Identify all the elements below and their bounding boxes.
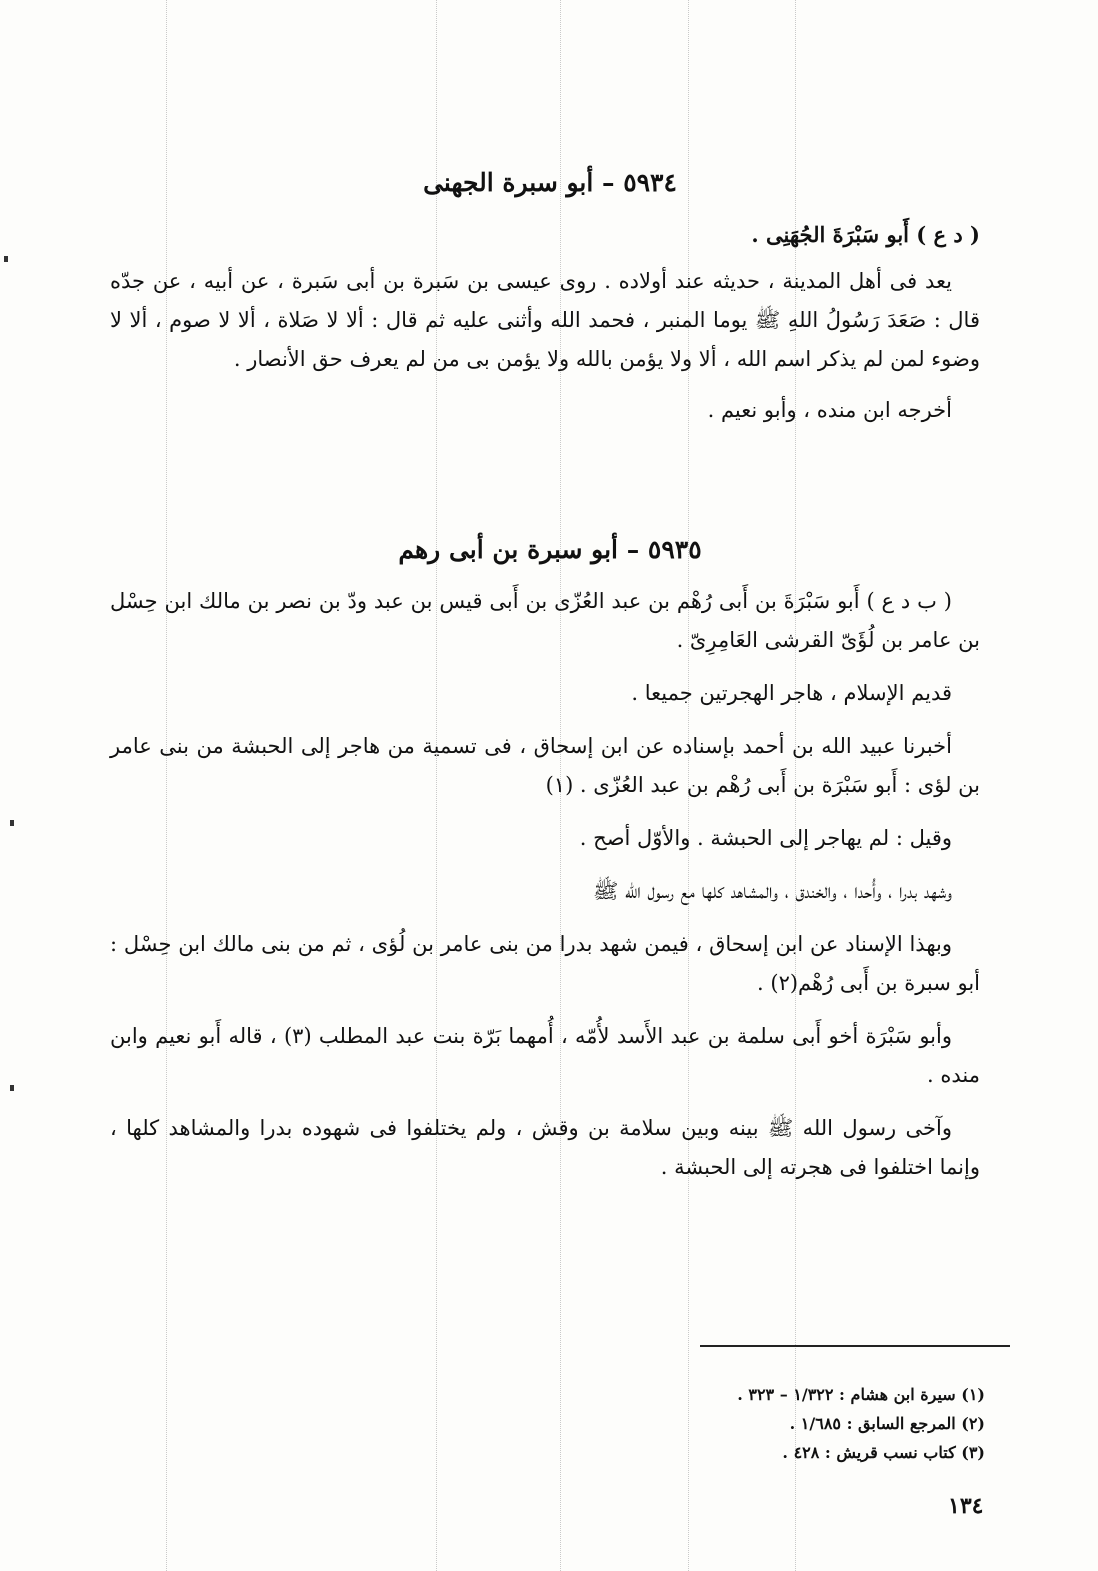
- paragraph: قديم الإسلام ، هاجر الهجرتين جميعا .: [631, 681, 952, 705]
- margin-mark: [10, 820, 14, 826]
- footnote-item: (٢) المرجع السابق : ١/٦٨٥ .: [789, 1414, 985, 1433]
- entry-title: ٥٩٣٤ – أبو سبرة الجهنى: [423, 168, 677, 197]
- page-number: ١٣٤: [948, 1493, 984, 1519]
- footnote-item: (٣) كتاب نسب قريش : ٤٢٨ .: [782, 1443, 985, 1462]
- entry-title: ٥٩٣٥ – أبو سبرة بن أبى رهم: [398, 535, 702, 564]
- entry-body: [110, 582, 980, 1187]
- footnote-separator: [700, 1345, 1010, 1347]
- margin-mark: [4, 256, 8, 262]
- entry-header-line: ( ب د ع ) أَبو سَبْرَةَ بن أَبى رُهْم بن عبد العُزّى بن أَبى قيس بن عبد ودّ بن نصر بن مالك ابن حِسْل بن عامر بن لُؤَىّ القرشى العَامِرِىّ .: [110, 589, 980, 652]
- paragraph: أخبرنا عبيد الله بن أحمد بإسناده عن ابن إسحاق ، فى تسمية من هاجر إلى الحبشة من بنى عامر بن لؤى : أَبو سَبْرَة بن أَبى رُهْم بن عبد العُزّى . (١): [110, 734, 980, 797]
- paragraph: وآخى رسول الله ﷺ بينه وبين سلامة بن وقش ، ولم يختلفوا فى شهوده بدرا والمشاهد كلها ، وإنما اختلفوا فى هجرته إلى الحبشة .: [110, 1116, 980, 1179]
- paragraph: يعد فى أهل المدينة ، حديثه عند أولاده . روى عيسى بن سَبرة بن أبى سَبرة ، عن أبيه ، عن جدّه قال : صَعَدَ رَسُولُ اللهِ ﷺ يوما المنبر ، فحمد الله وأثنى عليه ثم قال : ألا لا صَلاة ، ألا لا صوم ، ألا لا وضوء لمن لم يذكر اسم الله ، ألا ولا يؤمن بالله ولا يؤمن بى من لم يعرف حق الأنصار .: [110, 269, 980, 371]
- paragraph: وبهذا الإسناد عن ابن إسحاق ، فيمن شهد بدرا من بنى عامر بن لُؤى ، ثم من بنى مالك ابن حِسْل : أبو سبرة بن أَبى رُهْم(٢) .: [110, 932, 980, 995]
- paragraph: وأبو سَبْرَة أخو أَبى سلمة بن عبد الأَسد لأُمّه ، أُمهما بَرّة بنت عبد المطلب (٣) ، قاله أَبو نعيم وابن منده .: [110, 1024, 980, 1087]
- margin-mark: [10, 1085, 14, 1091]
- footnotes: [640, 1380, 985, 1467]
- entry-header-line: ( د ع ) أَبو سَبْرَةَ الجُهَنِى .: [751, 222, 980, 247]
- paragraph: وشهد بدرا ، وأُحدا ، والخندق ، والمشاهد كلها مع رسول الله ﷺ: [593, 879, 952, 903]
- paragraph: أخرجه ابن منده ، وأبو نعيم .: [707, 398, 952, 422]
- entry-body: [110, 215, 980, 430]
- footnote-item: (١) سيرة ابن هشام : ١/٣٢٢ – ٣٢٣ .: [737, 1385, 985, 1404]
- paragraph: وقيل : لم يهاجر إلى الحبشة . والأوّل أصح .: [579, 826, 952, 850]
